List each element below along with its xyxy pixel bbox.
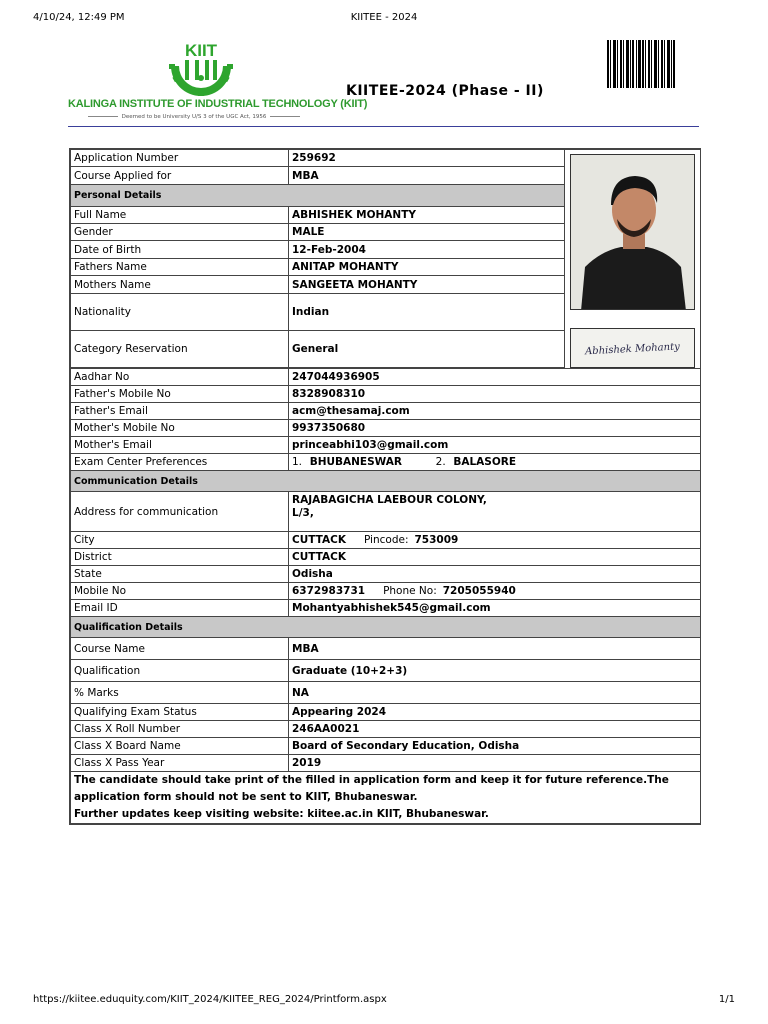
logo-text: KIIT bbox=[184, 41, 218, 60]
print-title: KIITEE - 2024 bbox=[350, 12, 418, 23]
row-email bbox=[71, 600, 701, 617]
value: Indian bbox=[289, 293, 565, 330]
label: Class X Pass Year bbox=[71, 755, 289, 772]
row-aadhar bbox=[71, 369, 701, 386]
row-note bbox=[71, 772, 701, 824]
label: Father's Email bbox=[71, 403, 289, 420]
phone-label: Phone No: bbox=[383, 585, 437, 597]
row-exam-center bbox=[71, 454, 701, 471]
label: Qualification bbox=[71, 660, 289, 682]
address-line2: L/3, bbox=[292, 507, 314, 519]
value bbox=[289, 454, 701, 471]
row-father-email bbox=[71, 403, 701, 420]
value: 259692 bbox=[289, 150, 565, 167]
label: Mother's Mobile No bbox=[71, 420, 289, 437]
label: State bbox=[71, 566, 289, 583]
photo-signature-cell bbox=[565, 150, 701, 369]
row-application-number bbox=[71, 150, 701, 167]
value: 8328908310 bbox=[289, 386, 701, 403]
value: 246AA0021 bbox=[289, 721, 701, 738]
label: Aadhar No bbox=[71, 369, 289, 386]
label: Email ID bbox=[71, 600, 289, 617]
row-pass-year bbox=[71, 755, 701, 772]
row-exam-status bbox=[71, 704, 701, 721]
city-value: CUTTACK bbox=[292, 534, 346, 546]
value: Appearing 2024 bbox=[289, 704, 701, 721]
label: City bbox=[71, 532, 289, 549]
row-board-name bbox=[71, 738, 701, 755]
label: Gender bbox=[71, 223, 289, 240]
print-timestamp: 4/10/24, 12:49 PM bbox=[33, 12, 125, 23]
label: Nationality bbox=[71, 293, 289, 330]
section-heading: Qualification Details bbox=[71, 617, 701, 638]
value: Mohantyabhishek545@gmail.com bbox=[289, 600, 701, 617]
value: Board of Secondary Education, Odisha bbox=[289, 738, 701, 755]
label: Mothers Name bbox=[71, 276, 289, 293]
label: Fathers Name bbox=[71, 258, 289, 275]
value: Graduate (10+2+3) bbox=[289, 660, 701, 682]
row-mother-mobile bbox=[71, 420, 701, 437]
label: Class X Roll Number bbox=[71, 721, 289, 738]
mobile-value: 6372983731 bbox=[292, 585, 366, 597]
label: Class X Board Name bbox=[71, 738, 289, 755]
section-communication-details bbox=[71, 471, 701, 492]
label: Exam Center Preferences bbox=[71, 454, 289, 471]
row-course-name bbox=[71, 638, 701, 660]
value: Odisha bbox=[289, 566, 701, 583]
value: 2019 bbox=[289, 755, 701, 772]
value: NA bbox=[289, 682, 701, 704]
pref2-no: 2. bbox=[435, 456, 446, 468]
value: 9937350680 bbox=[289, 420, 701, 437]
candidate-signature bbox=[570, 328, 695, 368]
note-line1: The candidate should take print of the filled in application form and keep it for future reference.The application form should not be sent to KIIT, Bhubaneswar. bbox=[74, 774, 669, 803]
svg-text:Abhishek Mohanty: Abhishek Mohanty bbox=[584, 341, 681, 358]
address-line1: RAJABAGICHA LAEBOUR COLONY, bbox=[292, 494, 487, 506]
value bbox=[289, 532, 701, 549]
row-roll-number bbox=[71, 721, 701, 738]
label: Application Number bbox=[71, 150, 289, 167]
note-line2: Further updates keep visiting website: kiitee.ac.in KIIT, Bhubaneswar. bbox=[74, 808, 489, 820]
section-heading: Personal Details bbox=[71, 184, 565, 206]
row-marks bbox=[71, 682, 701, 704]
row-city bbox=[71, 532, 701, 549]
row-mobile bbox=[71, 583, 701, 600]
row-father-mobile bbox=[71, 386, 701, 403]
label: Category Reservation bbox=[71, 330, 289, 367]
section-heading: Communication Details bbox=[71, 471, 701, 492]
institute-deemed-line: Deemed to be University U/S 3 of the UGC Act, 1956 bbox=[68, 114, 320, 120]
label: Father's Mobile No bbox=[71, 386, 289, 403]
pref2: BALASORE bbox=[453, 456, 517, 468]
header-rule bbox=[68, 126, 699, 127]
phone-value: 7205055940 bbox=[442, 585, 516, 597]
value bbox=[289, 492, 701, 532]
form-title: KIITEE-2024 (Phase - II) bbox=[346, 83, 544, 99]
value: ANITAP MOHANTY bbox=[289, 258, 565, 275]
kiit-logo bbox=[155, 38, 247, 98]
value: MBA bbox=[289, 638, 701, 660]
row-state bbox=[71, 566, 701, 583]
value: General bbox=[289, 330, 565, 367]
application-form bbox=[69, 148, 701, 825]
print-footer bbox=[0, 994, 768, 1010]
label: % Marks bbox=[71, 682, 289, 704]
label: Mother's Email bbox=[71, 437, 289, 454]
value: acm@thesamaj.com bbox=[289, 403, 701, 420]
instruction-note bbox=[71, 772, 701, 824]
label: Mobile No bbox=[71, 583, 289, 600]
label: District bbox=[71, 549, 289, 566]
label: Course Name bbox=[71, 638, 289, 660]
row-district bbox=[71, 549, 701, 566]
value: MBA bbox=[289, 167, 565, 184]
pref1-no: 1. bbox=[292, 456, 303, 468]
value: ABHISHEK MOHANTY bbox=[289, 206, 565, 223]
row-mother-email bbox=[71, 437, 701, 454]
pincode-value: 753009 bbox=[414, 534, 459, 546]
value: SANGEETA MOHANTY bbox=[289, 276, 565, 293]
pincode-label: Pincode: bbox=[363, 534, 409, 546]
candidate-photo bbox=[570, 154, 695, 310]
label: Full Name bbox=[71, 206, 289, 223]
page-url: https://kiitee.eduquity.com/KIIT_2024/KIITEE_REG_2024/Printform.aspx bbox=[33, 994, 387, 1005]
page-number: 1/1 bbox=[718, 994, 735, 1005]
value: CUTTACK bbox=[289, 549, 701, 566]
label: Address for communication bbox=[71, 492, 289, 532]
row-address bbox=[71, 492, 701, 532]
barcode bbox=[607, 40, 675, 88]
institute-name: KALINGA INSTITUTE OF INDUSTRIAL TECHNOLOGY (KIIT) bbox=[68, 98, 368, 110]
value: 12-Feb-2004 bbox=[289, 241, 565, 258]
value: 247044936905 bbox=[289, 369, 701, 386]
section-qualification-details bbox=[71, 617, 701, 638]
label: Date of Birth bbox=[71, 241, 289, 258]
row-qualification bbox=[71, 660, 701, 682]
value bbox=[289, 583, 701, 600]
label: Qualifying Exam Status bbox=[71, 704, 289, 721]
pref1: BHUBANESWAR bbox=[309, 456, 402, 468]
value: MALE bbox=[289, 223, 565, 240]
value: princeabhi103@gmail.com bbox=[289, 437, 701, 454]
print-header bbox=[0, 12, 768, 28]
label: Course Applied for bbox=[71, 167, 289, 184]
